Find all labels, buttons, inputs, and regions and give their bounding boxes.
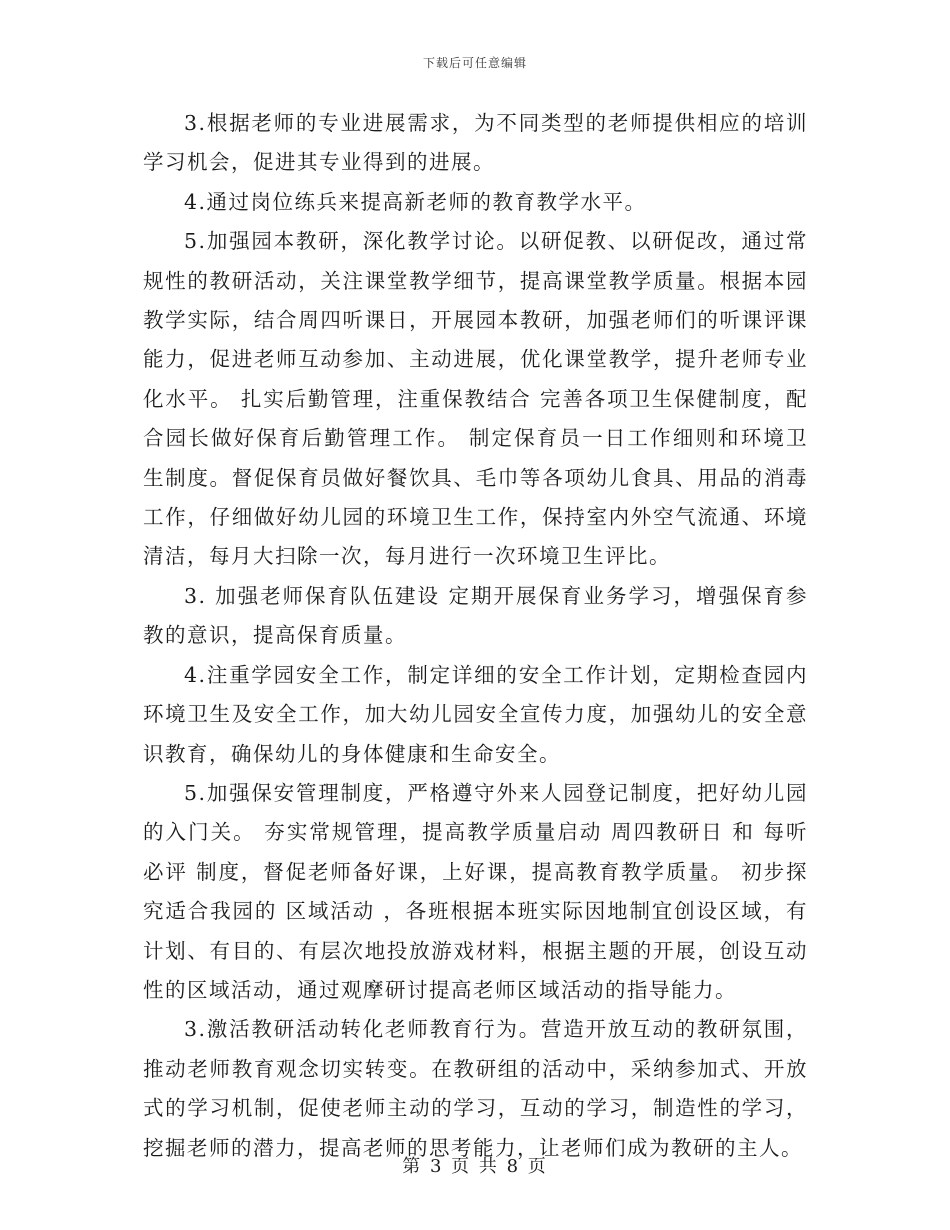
- document-body: [143, 104, 808, 1168]
- paragraph: 5.加强保安管理制度，严格遵守外来人园登记制度，把好幼儿园的入门关。 夯实常规管理，提高教学质量启动 周四教研日 和 每听必评 制度，督促老师备好课，上好课，提高教育教学质量。 初步探究适合我园的 区域活动 ，各班根据本班实际因地制宜创设区域，有计划、有目的、有层次地投放游戏材料，根据主题的开展，创设互动性的区域活动，通过观摩研讨提高老师区域活动的指导能力。: [143, 780, 808, 1002]
- paragraph: 4.注重学园安全工作，制定详细的安全工作计划，定期检查园内环境卫生及安全工作，加大幼儿园安全宣传力度，加强幼儿的安全意识教育，确保幼儿的身体健康和生命安全。: [143, 662, 808, 766]
- page-number: 第 3 页 共 8 页: [402, 1156, 548, 1177]
- paragraph: 3.根据老师的专业进展需求，为不同类型的老师提供相应的培训学习机会，促进其专业得到的进展。: [143, 111, 808, 175]
- paragraph: 5.加强园本教研，深化教学讨论。以研促教、以研促改，通过常规性的教研活动，关注课堂教学细节，提高课堂教学质量。根据本园教学实际，结合周四听课日，开展园本教研，加强老师们的听课评课能力，促进老师互动参加、主动进展，优化课堂教学，提升老师专业化水平。 扎实后勤管理，注重保教结合 完善各项卫生保健制度，配合园长做好保育后勤管理工作。 制定保育员一日工作细则和环境卫生制度。督促保育员做好餐饮具、毛巾等各项幼儿食具、用品的消毒工作，仔细做好幼儿园的环境卫生工作，保持室内外空气流通、环境清洁，每月大扫除一次，每月进行一次环境卫生评比。: [143, 229, 808, 569]
- paragraph: 3. 加强老师保育队伍建设 定期开展保育业务学习，增强保育参教的意识，提高保育质量。: [143, 583, 808, 648]
- header-note: 下载后可任意编辑: [422, 56, 527, 70]
- paragraph: 4.通过岗位练兵来提高新老师的教育教学水平。: [184, 189, 647, 214]
- paragraph: 3.激活教研活动转化老师教育行为。营造开放互动的教研氛围，推动老师教育观念切实转变。在教研组的活动中，采纳参加式、开放式的学习机制，促使老师主动的学习，互动的学习，制造性的学习，挖掘老师的潜力，提高老师的思考能力，让老师们成为教研的主人。: [143, 1017, 808, 1160]
